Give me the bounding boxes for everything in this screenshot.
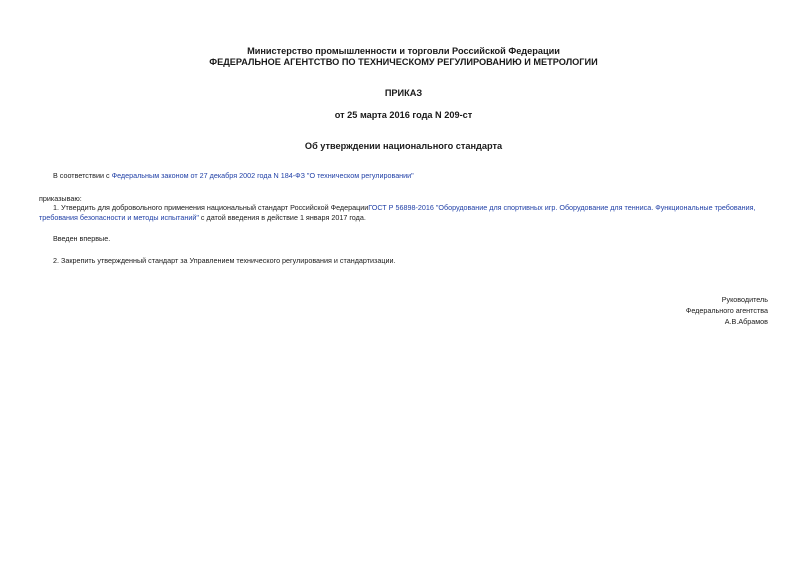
order-title: ПРИКАЗ bbox=[384, 88, 423, 98]
order-subject: Об утверждении национального стандарта bbox=[304, 141, 503, 151]
ministry-heading: Министерство промышленности и торговли Российской Федерации bbox=[247, 46, 560, 56]
paragraph-item-1-line-2 bbox=[39, 212, 366, 223]
federal-law-link[interactable]: Федеральным законом от 27 декабря 2002 года N 184-ФЗ "О техническом регулировании" bbox=[111, 171, 414, 180]
signature-name: А.В.Абрамов bbox=[724, 317, 768, 326]
paragraph-item-2: 2. Закрепить утвержденный стандарт за Управлением технического регулирования и стандартизации. bbox=[53, 256, 396, 265]
signature-agency: Федерального агентства bbox=[685, 306, 768, 315]
order-date: от 25 марта 2016 года N 209-ст bbox=[334, 110, 473, 120]
item-1-suffix: с датой введения в действие 1 января 2017 года. bbox=[198, 213, 366, 222]
signature-position: Руководитель bbox=[721, 295, 768, 304]
legal-basis-prefix: В соответствии с bbox=[53, 171, 112, 180]
gost-link-part-1[interactable]: ГОСТ Р 56898-2016 "Оборудование для спортивных игр. Оборудование для тенниса. Функциональные требования, bbox=[368, 203, 756, 212]
gost-link-part-2[interactable]: требования безопасности и методы испытаний" bbox=[39, 213, 199, 222]
paragraph-order-word: приказываю: bbox=[39, 194, 82, 203]
paragraph-legal-basis bbox=[53, 170, 414, 181]
item-1-prefix: 1. Утвердить для добровольного применения национальный стандарт Российской Федерации bbox=[53, 203, 369, 212]
paragraph-introduced-first: Введен впервые. bbox=[53, 234, 111, 243]
agency-heading: ФЕДЕРАЛЬНОЕ АГЕНТСТВО ПО ТЕХНИЧЕСКОМУ РЕГУЛИРОВАНИЮ И МЕТРОЛОГИИ bbox=[209, 57, 598, 67]
